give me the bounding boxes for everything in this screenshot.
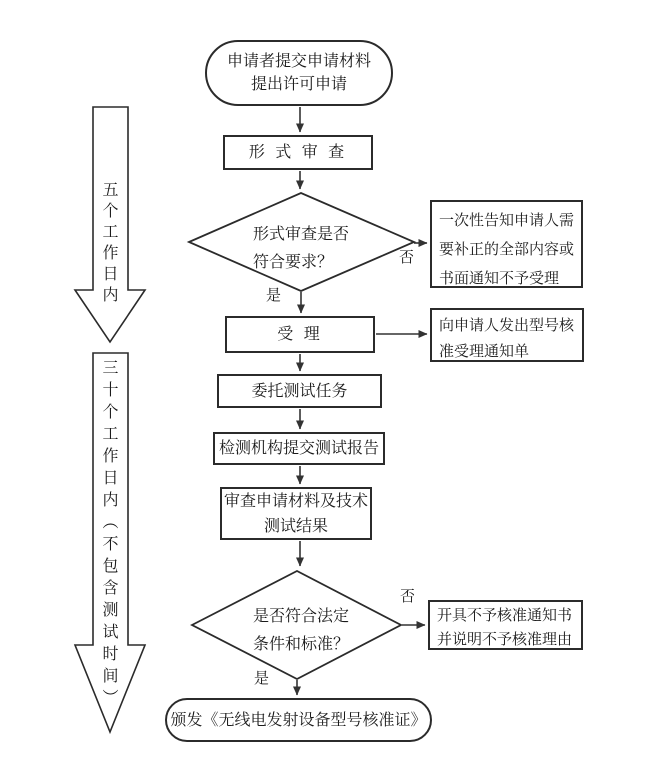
decision2-line2: 条件和标准？ (253, 636, 350, 653)
decision2-line1: 是否符合法定 (253, 608, 350, 625)
decision1-no-label: 否 (399, 249, 415, 266)
five-day-label: 五个工作日内 (100, 181, 117, 307)
notify-supplement-line2: 要补正的全部内容或 (439, 241, 575, 258)
rejection-notice-line1: 开具不予核准通知书 (437, 607, 573, 624)
decision2-yes-label: 是 (254, 670, 270, 687)
submit-test-report-node: 检测机构提交测试报告 (213, 432, 385, 465)
acceptance-notice-node (430, 308, 584, 362)
assign-testing-node: 委托测试任务 (217, 374, 382, 408)
decision1-yes-label: 是 (266, 287, 282, 304)
decision2-text (253, 603, 349, 659)
acceptance-notice-line1: 向申请人发出型号核 (439, 317, 575, 334)
acceptance-notice-line2: 准受理通知单 (439, 343, 530, 360)
start-node (205, 40, 393, 106)
notify-supplement-line1: 一次性告知申请人需 (439, 212, 575, 229)
start-node-line1: 申请者提交申请材料 (226, 53, 371, 70)
formal-review-node: 形 式 审 查 (223, 135, 373, 170)
notify-supplement-line3: 书面通知不予受理 (439, 270, 560, 287)
decision2-no-label: 否 (400, 588, 416, 605)
rejection-notice-line2: 并说明不予核准理由 (437, 631, 573, 648)
review-results-line2: 测试结果 (263, 517, 328, 535)
decision1-line2: 符合要求？ (253, 254, 334, 271)
decision1-line1: 形式审查是否 (253, 226, 350, 243)
thirty-day-label: 三十个工作日内（不包含测试时间） (100, 359, 117, 711)
decision1-text (253, 221, 349, 277)
review-results-line1: 审查申请材料及技术 (223, 492, 368, 510)
review-results-node (220, 487, 372, 540)
notify-supplement-node (430, 200, 583, 288)
issue-certificate-node: 颁发《无线电发射设备型号核准证》 (165, 698, 432, 742)
start-node-line2: 提出许可申请 (250, 76, 347, 93)
rejection-notice-node (428, 600, 583, 650)
accept-node: 受 理 (225, 316, 375, 353)
